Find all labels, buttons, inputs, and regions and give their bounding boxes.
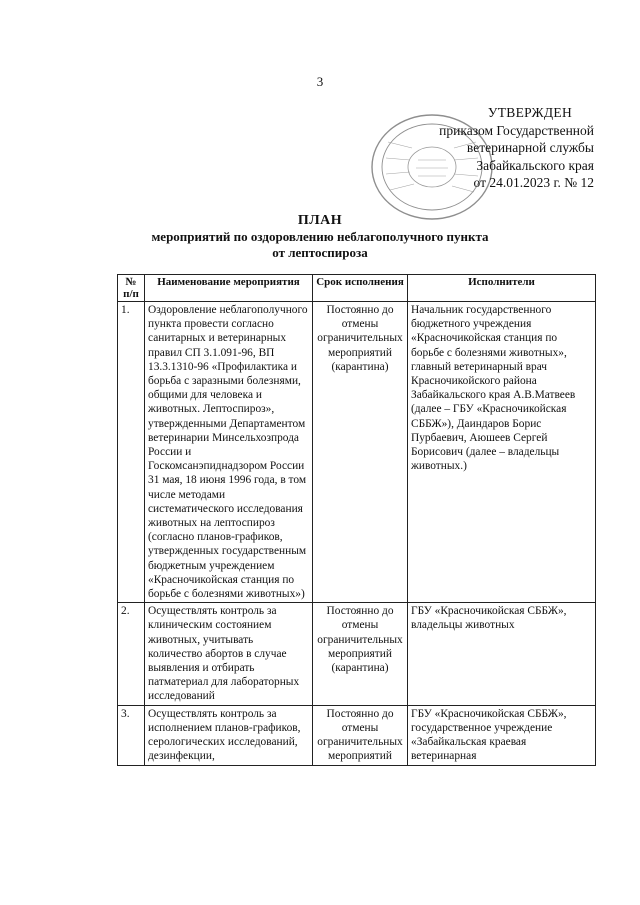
plan-subtitle-line: от лептоспироза (272, 245, 368, 260)
row-exec: ГБУ «Красночикойская СББЖ», владельцы животных (408, 603, 596, 705)
row-name: Оздоровление неблагополучного пункта провести согласно санитарных и ветеринарных правил СП 3.1.091-96, ВП 13.3.1310-96 «Профилактика и борьба с заразными болезнями, общими для человека и животных. Лептоспироз», утвержденными Департаментом ветеринарии Минсельхозпрода России и Госкомсанэпиднадзором России 31 мая, 18 июня 1996 года, в том числе методами систематического исследования животных на лептоспироз (согласно планов-графиков, утвержденных государственным бюджетным учреждением «Красночикойская станция по борьбе с болезнями животных») (145, 302, 313, 603)
header-term: Срок исполнения (313, 275, 408, 302)
approval-line: Забайкальского края (476, 157, 594, 173)
plan-subtitle-line: мероприятий по оздоровлению неблагополучного пункта (151, 229, 489, 244)
table-row (118, 603, 596, 705)
page-number: 3 (316, 74, 324, 89)
table-header-row (118, 275, 596, 302)
row-name: Осуществлять контроль за клиническим состоянием животных, учитывать количество абортов в случае выявления и отбирать патматериал для лабораторных исследований (145, 603, 313, 705)
plan-table (117, 274, 596, 766)
header-name: Наименование мероприятия (145, 275, 313, 302)
approval-title: УТВЕРЖДЕН (487, 105, 572, 120)
approval-block (394, 104, 594, 192)
approval-date: от 24.01.2023 г. № 12 (473, 175, 594, 190)
table-row (118, 705, 596, 765)
row-exec: Начальник государственного бюджетного учреждения «Красночикойская станция по борьбе с болезнями животных», главный ветеринарный врач Красночикойского района Забайкальского края А.В.Матвеев (далее – ГБУ «Красночикойская СББЖ»), Даиндаров Борис Пурбаевич, Аюшеев Сергей Борисович (далее – владельцы животных.) (408, 302, 596, 603)
row-num: 1. (118, 302, 145, 603)
header-num: № п/п (118, 275, 145, 302)
row-term: Постоянно до отмены ограничительных мероприятий (карантина) (313, 302, 408, 603)
row-term: Постоянно до отмены ограничительных мероприятий (карантина) (313, 603, 408, 705)
table-row (118, 302, 596, 603)
row-num: 2. (118, 603, 145, 705)
row-num: 3. (118, 705, 145, 765)
row-exec: ГБУ «Красночикойская СББЖ», государственное учреждение «Забайкальская краевая ветеринарная (408, 705, 596, 765)
header-exec: Исполнители (408, 275, 596, 302)
approval-line: приказом Государственной (439, 122, 594, 138)
row-term: Постоянно до отмены ограничительных мероприятий (313, 705, 408, 765)
approval-line: ветеринарной службы (466, 140, 594, 155)
plan-heading: ПЛАН (297, 213, 343, 228)
plan-title (0, 213, 640, 261)
row-name: Осуществлять контроль за исполнением планов-графиков, серологических исследований, дезинфекции, (145, 705, 313, 765)
